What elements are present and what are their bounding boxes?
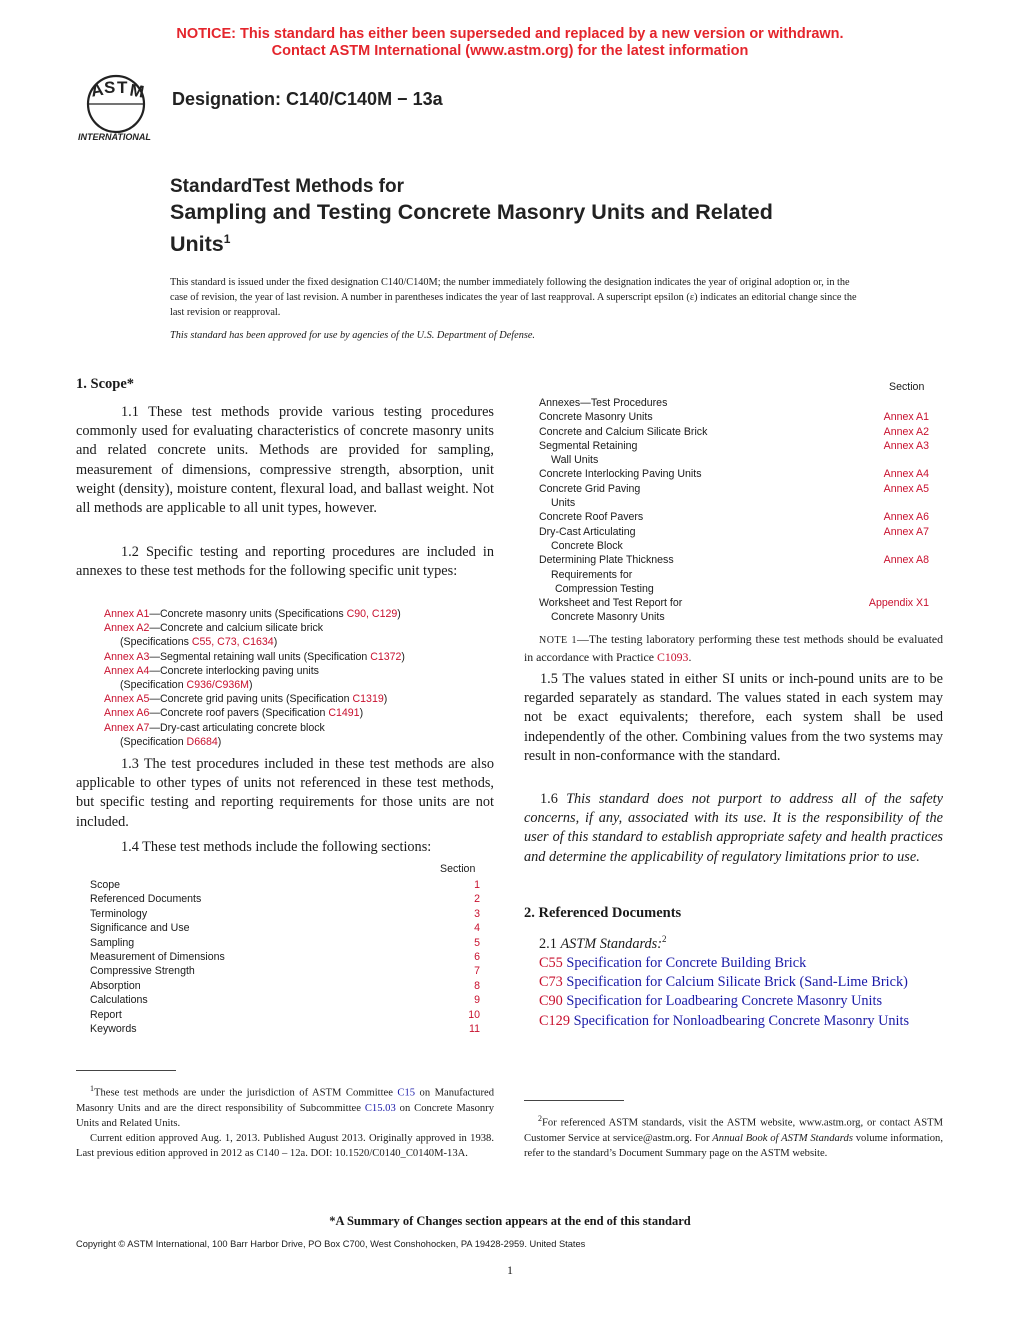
annex-procedure-link[interactable]: Annex A6 bbox=[883, 511, 929, 524]
section-row bbox=[90, 921, 480, 935]
standard-code-link[interactable]: C55 bbox=[539, 954, 563, 971]
standard-code-link[interactable]: C73 bbox=[539, 974, 563, 991]
section-name: Terminology bbox=[90, 907, 148, 920]
dod-approval: This standard has been approved for use by agencies of the U.S. Department of Defense. bbox=[170, 330, 536, 341]
annex-procedure-line: Worksheet and Test Report for bbox=[539, 597, 683, 610]
note-1-end: . bbox=[688, 650, 692, 664]
annex-procedures-table bbox=[539, 396, 929, 625]
specification-link[interactable]: C1491 bbox=[328, 707, 360, 720]
annex-procedure-line: Concrete Grid Paving bbox=[539, 482, 641, 495]
annex-procedure-link[interactable]: Annex A7 bbox=[883, 525, 929, 538]
annex-procedure-link[interactable]: Annex A8 bbox=[883, 554, 929, 567]
section-row bbox=[90, 950, 480, 964]
section-number-link[interactable]: 2 bbox=[474, 893, 480, 906]
section-number-link[interactable]: 8 bbox=[474, 979, 480, 992]
annex-description: (Specifications bbox=[120, 636, 192, 649]
referenced-standard bbox=[539, 954, 943, 973]
section-name: Sampling bbox=[90, 936, 135, 949]
annex-close: ) bbox=[401, 650, 405, 663]
footnote-1-mark: 1 bbox=[90, 1084, 94, 1093]
annex-description: —Concrete interlocking paving units bbox=[149, 664, 319, 677]
annex-procedure-row bbox=[539, 596, 929, 625]
section-column-label: Section bbox=[440, 863, 476, 875]
annex-procedure-row bbox=[539, 439, 929, 468]
section-row bbox=[90, 936, 480, 950]
para-1-4: 1.4 These test methods include the following sections: bbox=[121, 839, 432, 855]
annex-close: ) bbox=[383, 693, 388, 706]
section-number-link[interactable]: 6 bbox=[474, 950, 480, 963]
designation: Designation: C140/C140M − 13a bbox=[172, 89, 443, 109]
annex-link[interactable]: Annex A6 bbox=[104, 707, 150, 720]
annex-procedure-line: Compression Testing bbox=[555, 582, 654, 595]
annex-procedure-line: Concrete Roof Pavers bbox=[539, 511, 644, 524]
referenced-standard bbox=[539, 973, 943, 992]
annex-list-item bbox=[104, 664, 494, 678]
note-1-label: NOTE 1 bbox=[539, 635, 578, 646]
section-row bbox=[90, 1008, 480, 1022]
note-1 bbox=[524, 631, 943, 666]
section-name: Scope bbox=[90, 879, 121, 891]
svg-text:A: A bbox=[89, 79, 105, 101]
annex-procedure-row bbox=[539, 482, 929, 511]
section-number-link[interactable]: 7 bbox=[474, 965, 480, 978]
title-line-2: Sampling and Testing Concrete Masonry Units and Related bbox=[170, 200, 773, 224]
section-row bbox=[90, 1022, 480, 1036]
footnote-rule-left bbox=[76, 1070, 176, 1071]
sections-table bbox=[90, 878, 480, 1036]
annex-description: —Concrete grid paving units (Specification bbox=[149, 693, 353, 706]
notice-line-1: NOTICE: This standard has either been superseded and replaced by a new version or withdrawn. bbox=[176, 26, 844, 42]
section-name: Measurement of Dimensions bbox=[90, 950, 225, 963]
section-row bbox=[90, 878, 480, 892]
specification-link[interactable]: C55, C73, C1634 bbox=[191, 636, 274, 649]
notice-line-2: Contact ASTM International (www.astm.org) for the latest information bbox=[271, 43, 749, 59]
section-row bbox=[90, 892, 480, 906]
annex-procedure-line: Concrete and Calcium Silicate Brick bbox=[539, 425, 708, 438]
annex-link[interactable]: Annex A7 bbox=[104, 721, 150, 734]
section-row bbox=[90, 964, 480, 978]
section-number-link[interactable]: 11 bbox=[469, 1022, 480, 1035]
annex-description: —Concrete masonry units (Specifications bbox=[149, 608, 347, 620]
section-number-link[interactable]: 3 bbox=[474, 907, 480, 920]
astm-logo bbox=[76, 74, 162, 144]
annex-list-item bbox=[104, 721, 494, 735]
footnote-1-link-c1503[interactable]: C15.03 bbox=[364, 1102, 396, 1114]
section-name: Absorption bbox=[90, 979, 141, 992]
specification-link[interactable]: C1372 bbox=[370, 650, 402, 663]
annex-list-item bbox=[104, 735, 494, 749]
svg-text:S: S bbox=[104, 78, 116, 97]
annex-close: ) bbox=[397, 608, 401, 620]
annex-procedure-link[interactable]: Appendix X1 bbox=[868, 597, 929, 610]
annex-procedure-row bbox=[539, 467, 929, 481]
title-line-3: Units bbox=[170, 232, 224, 257]
section-number-link[interactable]: 4 bbox=[474, 922, 480, 935]
refdocs-sub-num: 2.1 bbox=[539, 935, 557, 952]
section-number-link[interactable]: 9 bbox=[474, 994, 480, 1007]
annex-procedure-row bbox=[539, 425, 929, 439]
specification-link[interactable]: D6684 bbox=[186, 735, 218, 748]
astm-standards-subheading bbox=[539, 930, 943, 954]
footnote-2-text-b: volume information, refer to the standard’s Document Summary page on the ASTM website. bbox=[524, 1132, 943, 1159]
section-row bbox=[90, 907, 480, 921]
section-name: Referenced Documents bbox=[90, 893, 202, 906]
annex-procedures-heading: Annexes—Test Procedures bbox=[539, 397, 668, 409]
annex-description: (Specification bbox=[120, 679, 187, 692]
standard-title-link[interactable]: Specification for Calcium Silicate Brick (Sand-Lime Brick) bbox=[566, 974, 908, 991]
para-1-6-text: This standard does not purport to address all of the safety concerns, if any, associated with its use. It is the responsibility of the user of this standard to establish appropriate safety and health practices and determine the applicability of regulatory limitations prior to use. bbox=[524, 791, 943, 865]
annex-link[interactable]: Annex A2 bbox=[104, 622, 150, 635]
annex-list-item bbox=[104, 692, 494, 706]
refdocs-sub-sup: 2 bbox=[662, 934, 667, 944]
title-line-1: StandardTest Methods for bbox=[170, 176, 404, 197]
right-section-label: Section bbox=[889, 381, 925, 393]
referenced-standard bbox=[539, 1012, 943, 1031]
annex-procedure-line: Concrete Masonry Units bbox=[551, 611, 665, 624]
section-row bbox=[90, 979, 480, 993]
footnote-1-text-b: on Manufactured Masonry Units and are the direct responsibility of Subcommittee bbox=[76, 1087, 495, 1114]
annex-procedure-line: Wall Units bbox=[551, 454, 599, 467]
annex-description: —Concrete and calcium silicate brick bbox=[149, 622, 324, 635]
annex-procedure-row bbox=[539, 525, 929, 554]
annex-procedure-link[interactable]: Annex A2 bbox=[883, 425, 929, 438]
footnote-2-italic: Annual Book of ASTM Standards bbox=[712, 1132, 853, 1144]
annex-list-item bbox=[104, 650, 494, 664]
para-1-5: 1.5 The values stated in either SI units or inch-pound units are to be regarded separately as standard. The values stated in each system may not be exact equivalents; therefore, each system shall be used independently of the other. Combining values from the two systems may result in non-conformance with the standard. bbox=[524, 671, 943, 764]
annex-link[interactable]: Annex A1 bbox=[104, 608, 150, 620]
section-name: Report bbox=[90, 1008, 122, 1021]
footnote-rule-right bbox=[524, 1100, 624, 1101]
scope-heading: 1. Scope* bbox=[76, 376, 134, 392]
footnote-2 bbox=[524, 1111, 943, 1161]
section-row bbox=[90, 993, 480, 1007]
refdocs-list bbox=[539, 930, 943, 1031]
logo-text: INTERNATIONAL bbox=[78, 132, 151, 142]
section-number-link[interactable]: 1 bbox=[474, 879, 480, 891]
specification-link[interactable]: C90, C129 bbox=[346, 608, 398, 620]
standard-title-link[interactable]: Specification for Concrete Building Brick bbox=[566, 954, 807, 971]
section-name: Keywords bbox=[90, 1022, 137, 1035]
annex-list-item bbox=[104, 706, 494, 720]
annex-link[interactable]: Annex A4 bbox=[104, 664, 150, 677]
annex-description: —Segmental retaining wall units (Specification bbox=[149, 650, 371, 663]
para-1-3: 1.3 The test procedures included in these test methods are also applicable to other types of units not referenced in these test methods, but specific testing and reporting requirements for those units are not included. bbox=[76, 756, 494, 830]
annex-procedure-link[interactable]: Annex A4 bbox=[883, 468, 929, 481]
title-footnote-mark: 1 bbox=[223, 232, 231, 246]
annex-link[interactable]: Annex A5 bbox=[104, 693, 150, 706]
standard-title-link[interactable]: Specification for Loadbearing Concrete Masonry Units bbox=[566, 993, 883, 1010]
annex-description: —Concrete roof pavers (Specification bbox=[149, 707, 329, 720]
para-1-2: 1.2 Specific testing and reporting procedures are included in annexes to these test methods for the following specific unit types: bbox=[76, 544, 494, 580]
annex-procedure-link[interactable]: Annex A3 bbox=[883, 439, 929, 452]
annex-procedure-row bbox=[539, 410, 929, 424]
annex-procedure-row bbox=[539, 510, 929, 524]
annex-procedure-link[interactable]: Annex A5 bbox=[883, 482, 929, 495]
annex-procedure-row bbox=[539, 553, 929, 596]
annex-procedure-line: Segmental Retaining bbox=[539, 439, 638, 452]
astm-logo-icon bbox=[76, 74, 162, 144]
section-name: Compressive Strength bbox=[90, 965, 195, 978]
annex-close: ) bbox=[273, 636, 278, 649]
footnote-2-text-a: For referenced ASTM standards, visit the ASTM website, www.astm.org, or contact ASTM Customer Service at service@astm.org. For bbox=[524, 1117, 943, 1144]
standard-code-link[interactable]: C90 bbox=[539, 993, 563, 1010]
section-number-link[interactable]: 10 bbox=[468, 1008, 480, 1021]
annex-description: (Specification bbox=[120, 735, 187, 748]
annex-list bbox=[104, 607, 494, 749]
annex-list-item bbox=[104, 635, 494, 649]
svg-text:M: M bbox=[128, 80, 146, 102]
annex-procedure-line: Concrete Masonry Units bbox=[539, 411, 653, 424]
section-name: Significance and Use bbox=[90, 922, 190, 935]
para-1-6 bbox=[524, 790, 943, 867]
annex-procedure-link[interactable]: Annex A1 bbox=[883, 411, 929, 424]
footnote-1-text-a: These test methods are under the jurisdiction of ASTM Committee bbox=[94, 1087, 398, 1099]
annex-procedure-line: Determining Plate Thickness bbox=[539, 554, 674, 567]
annex-procedure-line: Concrete Interlocking Paving Units bbox=[539, 468, 702, 481]
note-1-text: —The testing laboratory performing these test methods should be evaluated in accordance with Practice bbox=[524, 632, 943, 664]
note-1-link-c1093[interactable]: C1093 bbox=[656, 650, 689, 664]
standard-code-link[interactable]: C129 bbox=[539, 1012, 570, 1029]
annex-list-item bbox=[104, 607, 494, 621]
refdocs-heading: 2. Referenced Documents bbox=[524, 905, 682, 921]
annex-description: —Dry-cast articulating concrete block bbox=[149, 721, 325, 734]
section-number-link[interactable]: 5 bbox=[474, 936, 480, 949]
specification-link[interactable]: C936/C936M bbox=[186, 679, 249, 692]
annex-close: ) bbox=[217, 735, 222, 748]
annex-list-item bbox=[104, 678, 494, 692]
referenced-standard bbox=[539, 992, 943, 1011]
summary-of-changes-note: *A Summary of Changes section appears at the end of this standard bbox=[329, 1214, 691, 1228]
annex-link[interactable]: Annex A3 bbox=[104, 650, 150, 663]
svg-text:T: T bbox=[117, 78, 128, 97]
annex-list-item bbox=[104, 621, 494, 635]
footnote-1-edition: Current edition approved Aug. 1, 2013. Published August 2013. Originally approved in 1938. Last previous edition approved in 2012 as C140 – 12a. DOI: 10.1520/C0140_C0140M-13A. bbox=[76, 1133, 494, 1160]
refdocs-sub-text: ASTM Standards: bbox=[560, 935, 662, 952]
withdrawn-notice bbox=[0, 26, 1020, 60]
annex-procedure-line: Requirements for bbox=[551, 568, 633, 581]
page-number: 1 bbox=[507, 1263, 513, 1277]
copyright: Copyright © ASTM International, 100 Barr Harbor Drive, PO Box C700, West Conshohocken, PA 19428-2959. United States bbox=[76, 1239, 586, 1249]
document-title bbox=[170, 175, 870, 258]
issued-statement: This standard is issued under the fixed designation C140/C140M; the number immediately following the designation indicates the year of original adoption or, in the case of revision, the year of last revision. A number in parentheses indicates the year of last reapproval. A superscript epsilon (ε) indicates an editorial change since the last revision or reapproval. bbox=[170, 277, 857, 318]
footnote-1 bbox=[76, 1081, 494, 1162]
annex-procedure-line: Units bbox=[551, 497, 576, 510]
section-name: Calculations bbox=[90, 994, 148, 1007]
annex-close: ) bbox=[248, 679, 253, 692]
para-1-6-num: 1.6 bbox=[540, 791, 558, 807]
footnote-1-link-c15[interactable]: C15 bbox=[397, 1087, 416, 1099]
annex-close: ) bbox=[359, 707, 364, 720]
annex-procedure-line: Concrete Block bbox=[551, 539, 623, 552]
annex-procedure-line: Dry-Cast Articulating bbox=[539, 525, 636, 538]
specification-link[interactable]: C1319 bbox=[352, 693, 384, 706]
footnote-1-text-c: on Concrete Masonry Units and Related Units. bbox=[76, 1102, 494, 1129]
footnote-2-mark: 2 bbox=[538, 1114, 542, 1123]
standard-title-link[interactable]: Specification for Nonloadbearing Concrete Masonry Units bbox=[573, 1012, 910, 1029]
para-1-1: 1.1 These test methods provide various testing procedures commonly used for evaluating characteristics of concrete masonry units and related concrete units. Methods are provided for sampling, measurement of dimensions, compressive strength, absorption, unit weight (density), moisture content, flexural load, and ballast weight. Not all methods are applicable to all unit types, however. bbox=[76, 404, 494, 517]
